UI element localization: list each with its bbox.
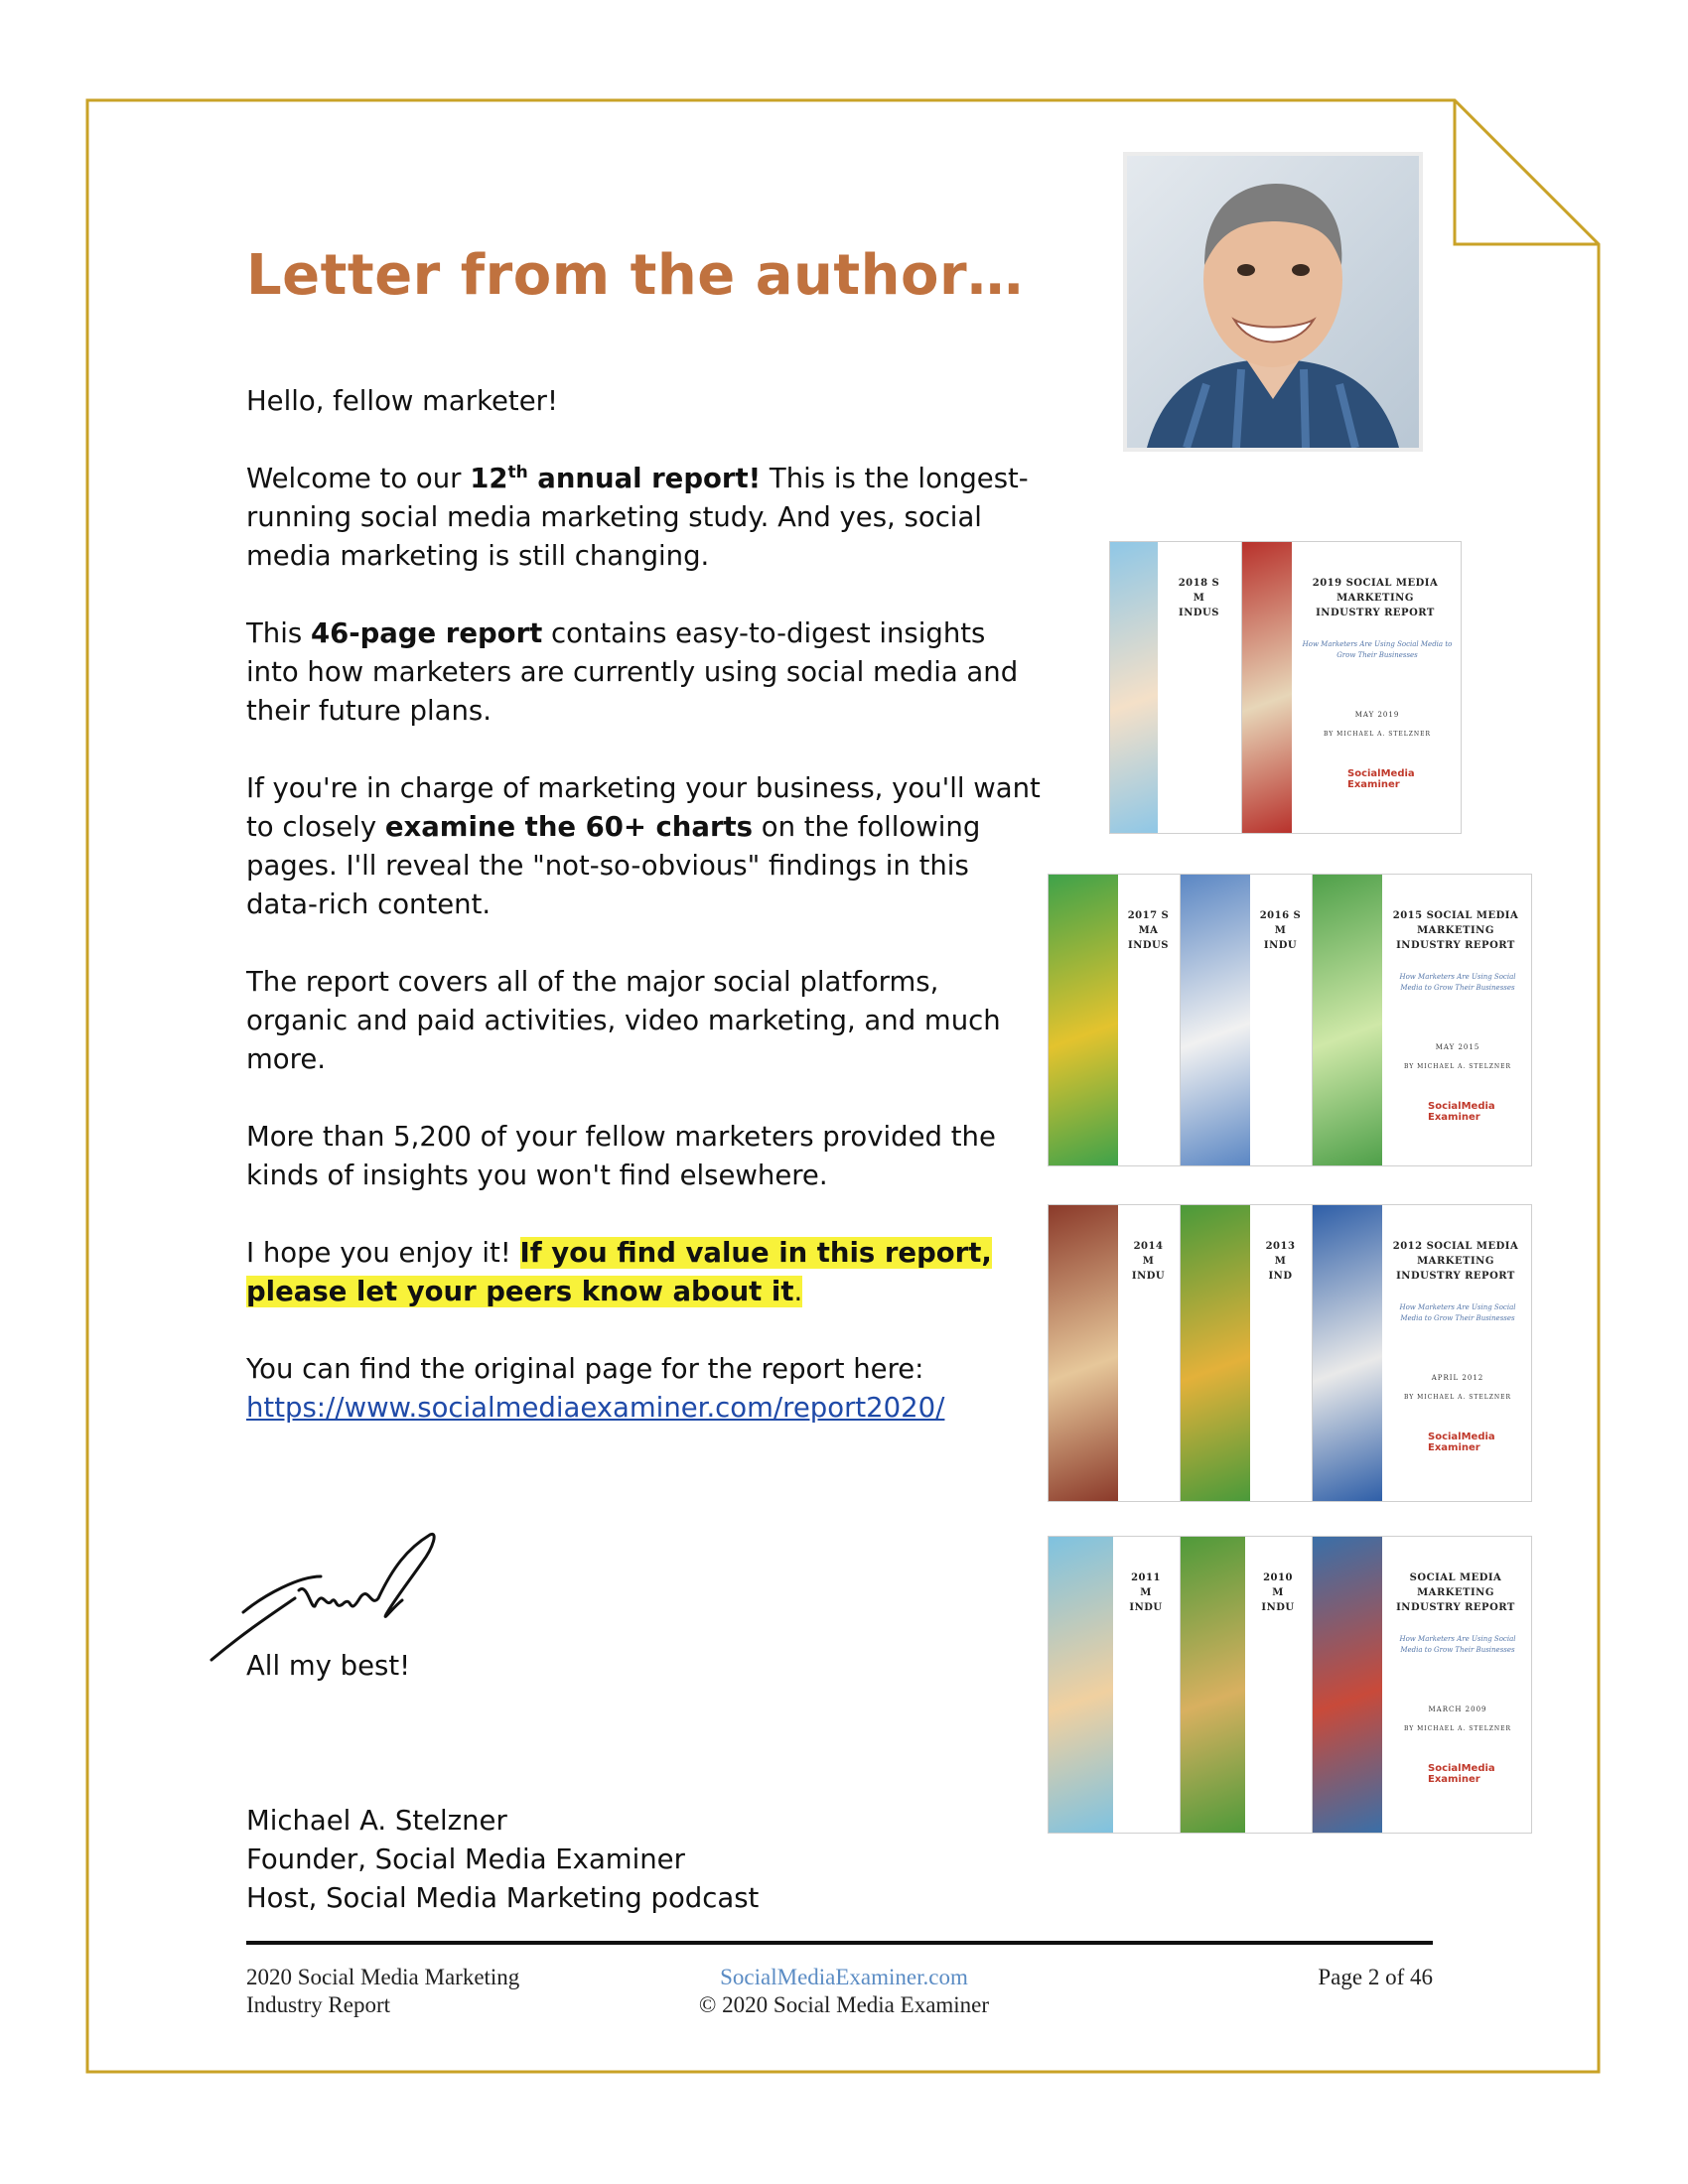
signature-image xyxy=(204,1529,472,1668)
cover-title: 2016 S M INDU xyxy=(1259,910,1302,951)
cover-title: 2019 SOCIAL MEDIA MARKETING INDUSTRY REPORT xyxy=(1312,578,1439,618)
paragraph-1: Welcome to our 12th annual report! This is the longest-running social media marketing study. And yes, social media marketing is still changing. xyxy=(246,462,1029,572)
cover-title: 2010 M INDU xyxy=(1261,1572,1295,1613)
cover-logo: SocialMedia Examiner xyxy=(1428,1432,1495,1453)
report-cover xyxy=(1241,541,1462,834)
cover-subtitle: How Marketers Are Using Social Media to Grow Their Businesses xyxy=(1399,1303,1516,1322)
cover-title: 2015 SOCIAL MEDIA MARKETING INDUSTRY REPORT xyxy=(1392,910,1519,951)
cover-date: MAY 2019 xyxy=(1354,711,1400,719)
paragraph-5: More than 5,200 of your fellow marketers provided the kinds of insights you won't find elsewhere. xyxy=(246,1121,996,1191)
cover-author: BY MICHAEL A. STELZNER xyxy=(1403,1063,1512,1070)
paragraph-3: If you're in charge of marketing your business, you'll want to closely examine the 60+ charts on the following pages. I'll reveal the "not-so-obvious" findings in this data-rich content. xyxy=(246,772,1041,920)
paragraph-4: The report covers all of the major social platforms, organic and paid activities, video marketing, and much more. xyxy=(246,966,1001,1075)
report-link[interactable]: https://www.socialmediaexaminer.com/report2020/ xyxy=(246,1392,945,1424)
cover-illustration xyxy=(1313,875,1382,1165)
cover-illustration xyxy=(1181,875,1250,1165)
cover-illustration xyxy=(1110,542,1158,833)
report-cover xyxy=(1312,874,1532,1166)
cover-title: 2011 M INDU xyxy=(1129,1572,1163,1613)
footer-rule xyxy=(246,1941,1433,1945)
author-role-1: Founder, Social Media Examiner xyxy=(246,1843,685,1875)
cover-title: 2013 M IND xyxy=(1265,1241,1296,1282)
highlighted-request: If you find value in this report, please let your peers know about it xyxy=(246,1237,992,1307)
report-cover xyxy=(1312,1204,1532,1502)
cover-subtitle: How Marketers Are Using Social Media to Grow Their Businesses xyxy=(1399,973,1516,992)
cover-author: BY MICHAEL A. STELZNER xyxy=(1323,731,1432,738)
cover-subtitle: How Marketers Are Using Social Media to Grow Their Businesses xyxy=(1302,640,1453,659)
report-cover xyxy=(1048,874,1182,1166)
cover-title: SOCIAL MEDIA MARKETING INDUSTRY REPORT xyxy=(1396,1572,1515,1613)
cover-title: 2014 M INDU xyxy=(1131,1241,1166,1282)
cover-illustration xyxy=(1049,1537,1113,1833)
cover-logo: SocialMedia Examiner xyxy=(1428,1101,1495,1123)
cover-author: BY MICHAEL A. STELZNER xyxy=(1403,1725,1512,1732)
cover-title: 2017 S MA INDUS xyxy=(1127,910,1170,951)
cover-illustration xyxy=(1242,542,1292,833)
report-cover xyxy=(1180,874,1314,1166)
footer-center: SocialMediaExaminer.com © 2020 Social Media Examiner xyxy=(655,1964,1033,2019)
greeting: Hello, fellow marketer! xyxy=(246,385,558,417)
paragraph-7: You can find the original page for the report here: https://www.socialmediaexaminer.com/report2020/ xyxy=(246,1353,945,1424)
cover-illustration xyxy=(1313,1205,1382,1501)
cover-illustration xyxy=(1049,1205,1118,1501)
closing: All my best! xyxy=(246,1650,411,1682)
cover-illustration xyxy=(1313,1537,1382,1833)
page-number: Page 2 of 46 xyxy=(1318,1965,1433,1989)
cover-illustration xyxy=(1049,875,1118,1165)
cover-author: BY MICHAEL A. STELZNER xyxy=(1403,1394,1512,1401)
cover-illustration xyxy=(1181,1537,1245,1833)
cover-logo: SocialMedia Examiner xyxy=(1428,1763,1495,1785)
cover-title: 2012 SOCIAL MEDIA MARKETING INDUSTRY REPORT xyxy=(1392,1241,1519,1282)
cover-title: 2018 S M INDUS xyxy=(1178,578,1220,618)
letter-body xyxy=(246,382,1041,1466)
cover-illustration xyxy=(1181,1205,1250,1501)
cover-date: APRIL 2012 xyxy=(1431,1374,1484,1382)
report-cover xyxy=(1180,1536,1314,1834)
author-photo xyxy=(1123,152,1423,452)
cover-subtitle: How Marketers Are Using Social Media to Grow Their Businesses xyxy=(1399,1635,1516,1654)
footer-left: 2020 Social Media Marketing Industry Report xyxy=(246,1965,520,2017)
footer-site-link[interactable]: SocialMediaExaminer.com xyxy=(720,1965,968,1989)
cover-date: MARCH 2009 xyxy=(1428,1706,1487,1713)
report-cover xyxy=(1048,1536,1182,1834)
author-role-2: Host, Social Media Marketing podcast xyxy=(246,1882,760,1914)
report-cover xyxy=(1109,541,1243,834)
paragraph-2: This 46-page report contains easy-to-digest insights into how marketers are currently using social media and their future plans. xyxy=(246,617,1019,727)
cover-logo: SocialMedia Examiner xyxy=(1347,768,1415,790)
page-title: Letter from the author… xyxy=(246,243,1024,308)
cover-date: MAY 2015 xyxy=(1435,1043,1480,1051)
author-name: Michael A. Stelzner xyxy=(246,1805,507,1837)
report-cover xyxy=(1048,1204,1182,1502)
paragraph-6: I hope you enjoy it! If you find value in this report, please let your peers know about it. xyxy=(246,1237,992,1307)
report-cover xyxy=(1312,1536,1532,1834)
signoff xyxy=(246,1647,759,1918)
report-cover xyxy=(1180,1204,1314,1502)
